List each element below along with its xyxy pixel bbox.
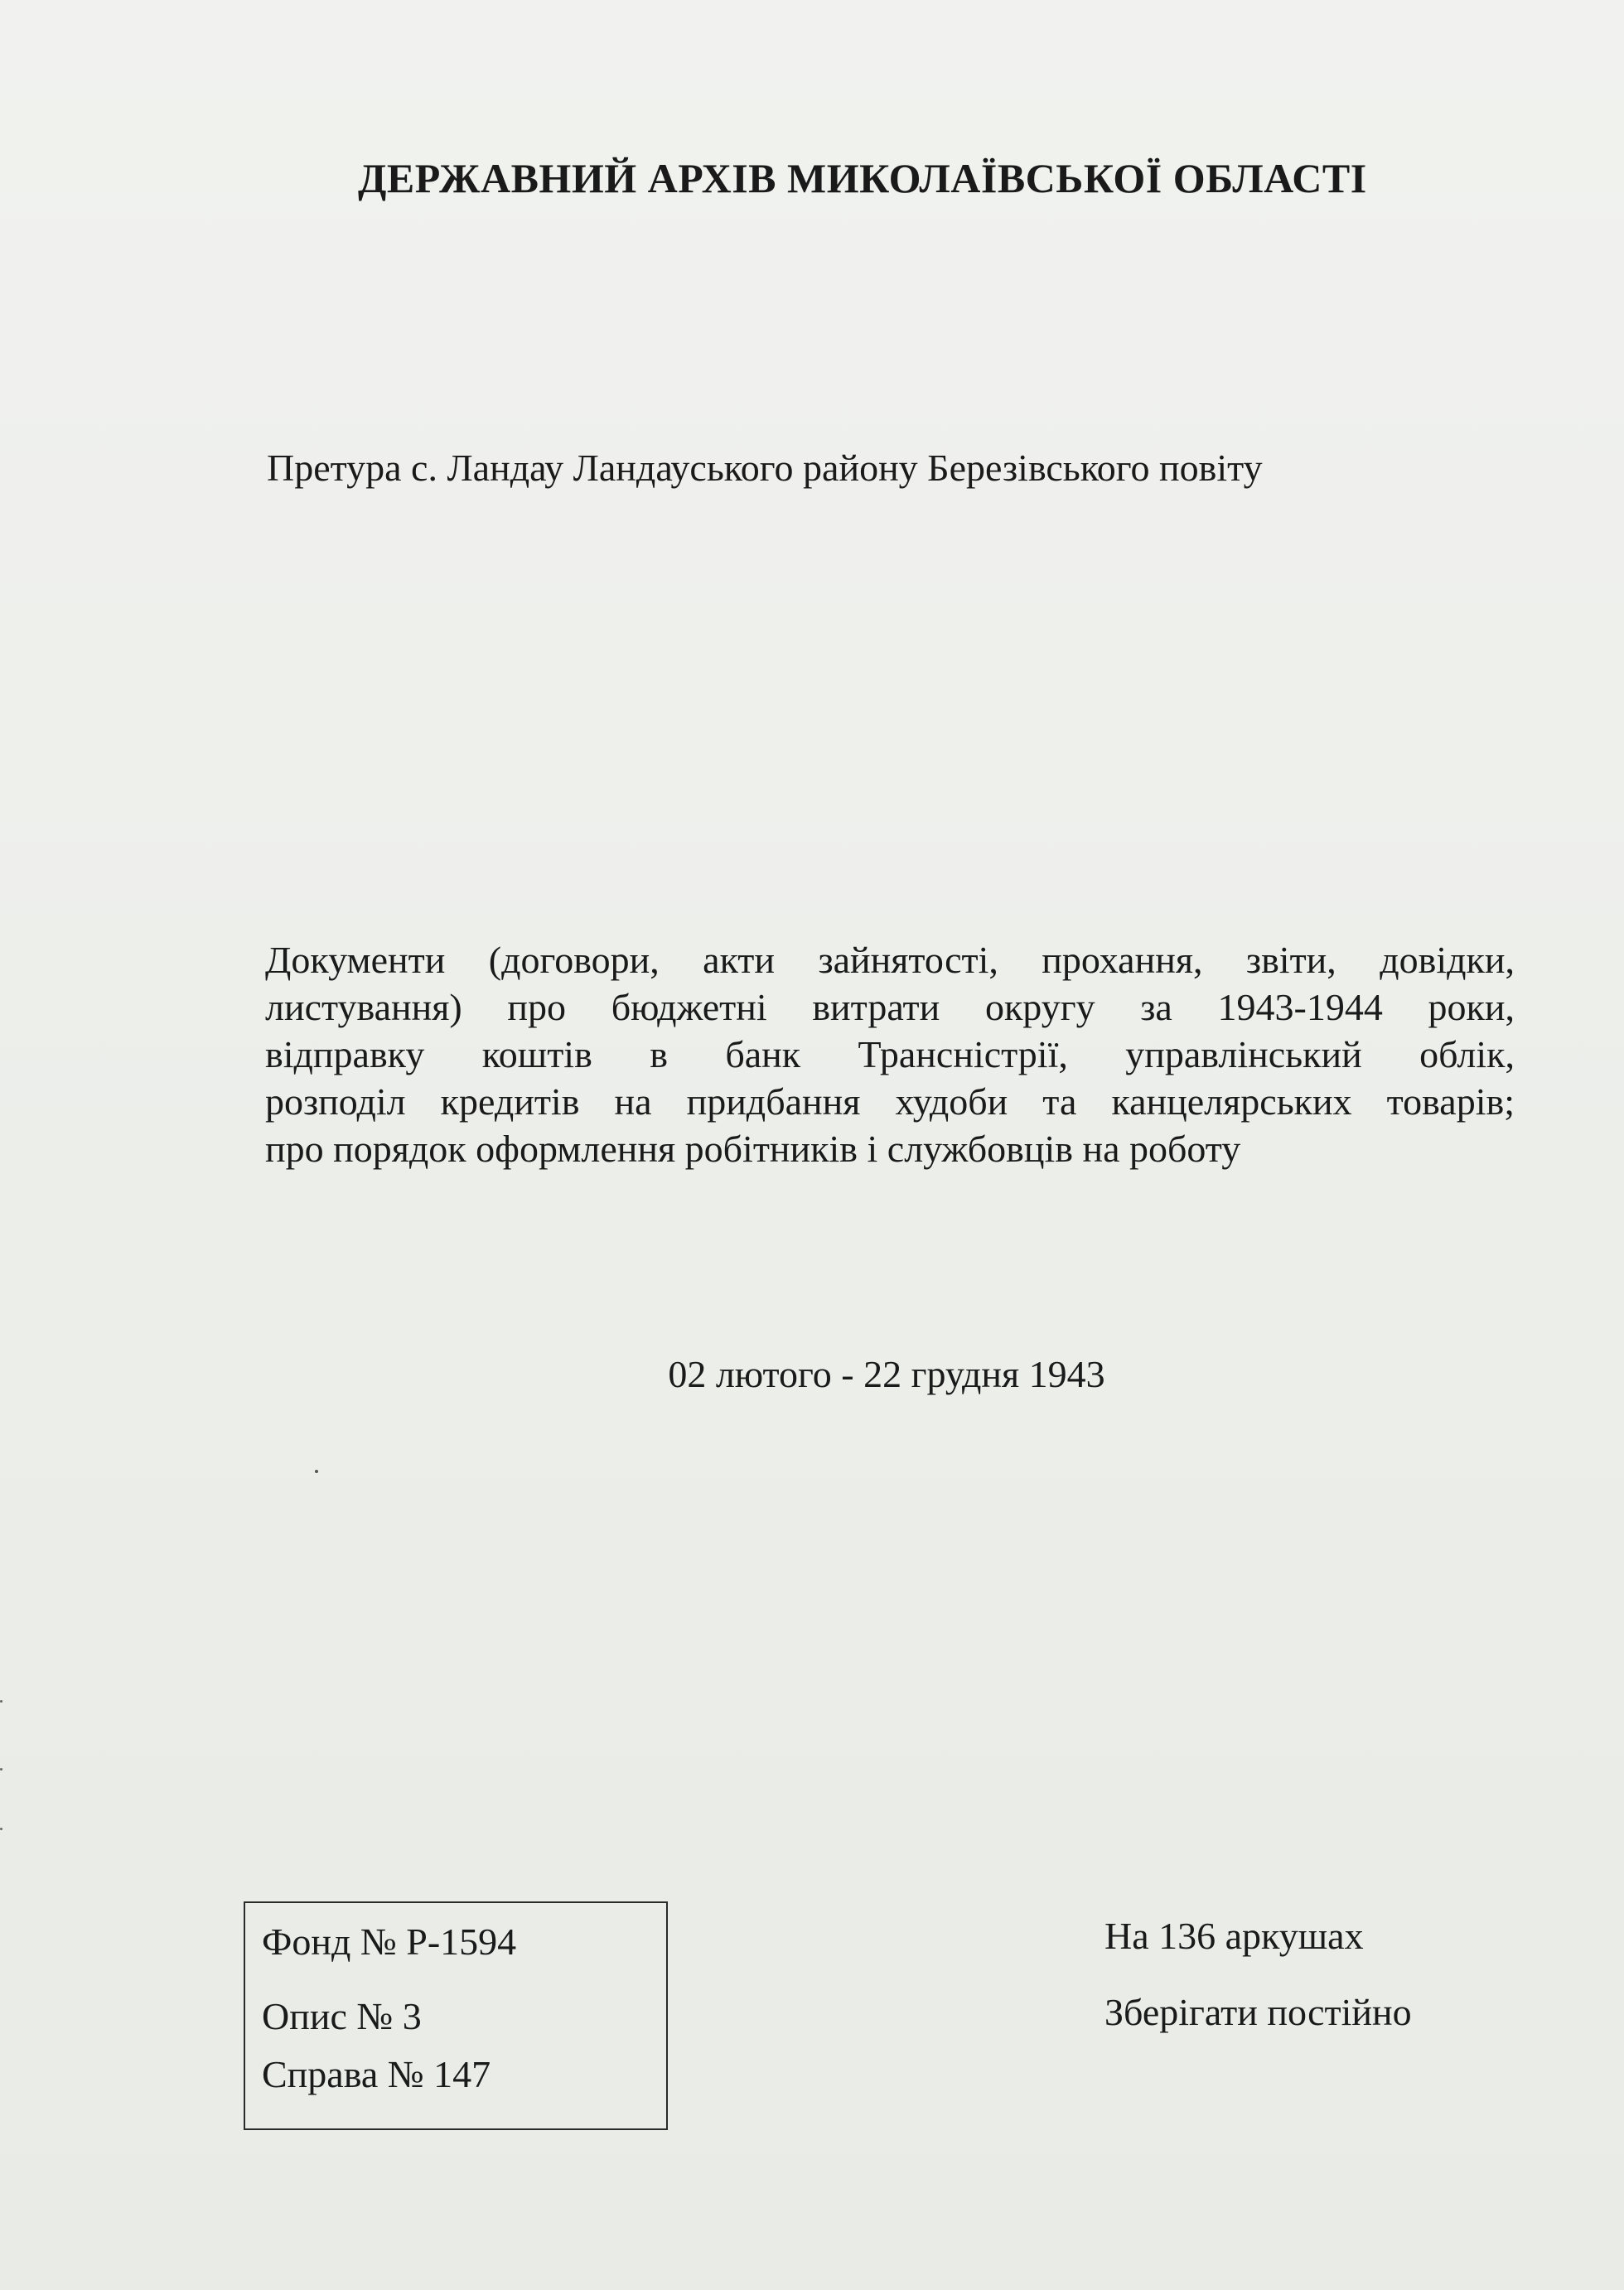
fund-number: Фонд № Р-1594	[262, 1920, 517, 1963]
description-line: Документи (договори, акти зайнятості, прохання, звіти, довідки,	[265, 939, 1515, 981]
edge-mark	[0, 1700, 2, 1703]
description-line: про порядок оформлення робітників і службовців на роботу	[265, 1128, 1241, 1170]
description-line: відправку коштів в банк Трансністрії, управлінський облік,	[265, 1033, 1515, 1075]
description-line: розподіл кредитів на придбання худоби та канцелярських товарів;	[265, 1080, 1515, 1123]
inventory-number: Опис № 3	[262, 1995, 422, 2037]
archive-reference-box	[244, 1901, 668, 2130]
sheet-count: На 136 аркушах	[1104, 1915, 1364, 1957]
case-number: Справа № 147	[262, 2053, 491, 2095]
fund-owner: Претура с. Ландау Ландауського району Березівського повіту	[267, 447, 1263, 489]
archive-title: ДЕРЖАВНИЙ АРХІВ МИКОЛАЇВСЬКОЇ ОБЛАСТІ	[358, 155, 1367, 201]
edge-mark	[0, 1828, 2, 1830]
description-line: листування) про бюджетні витрати округу за 1943-1944 роки,	[265, 986, 1515, 1028]
retention-note: Зберігати постійно	[1104, 1991, 1412, 2033]
date-range: 02 лютого - 22 грудня 1943	[668, 1353, 1105, 1395]
stray-mark	[315, 1470, 318, 1473]
edge-mark	[0, 1768, 2, 1771]
case-description	[265, 936, 1515, 1172]
